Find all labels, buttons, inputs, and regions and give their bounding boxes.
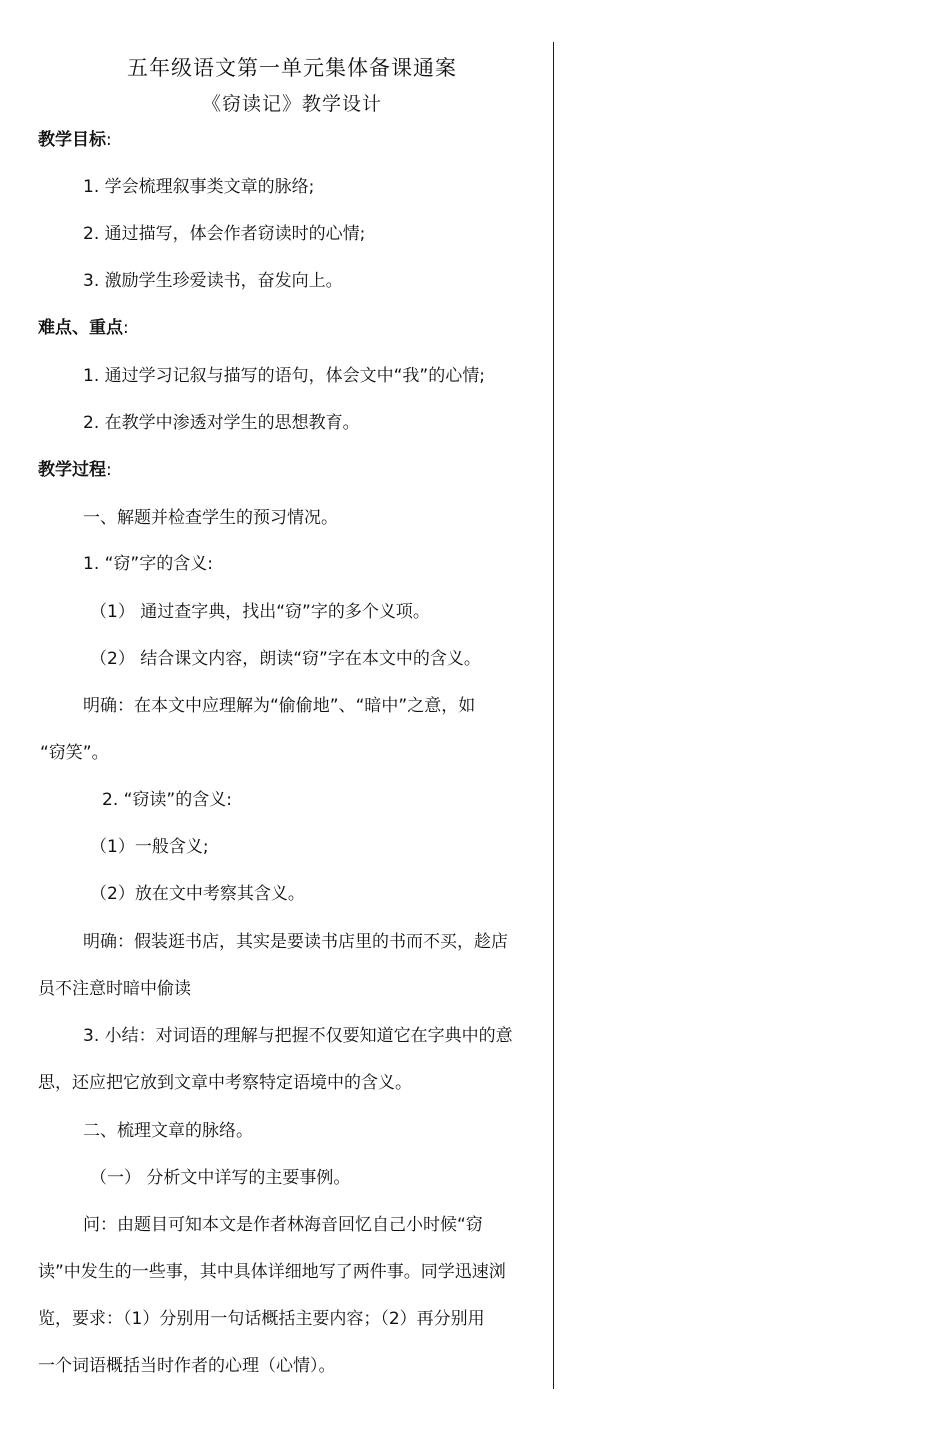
column-divider bbox=[553, 42, 554, 1389]
paragraph-line: 明确：在本文中应理解为“偷偷地”、“暗中”之意，如 bbox=[83, 696, 476, 716]
paragraph-line: 问：由题目可知本文是作者林海音回忆自己小时候“窃 bbox=[83, 1215, 483, 1235]
paragraph-line: 2. “窃读”的含义: bbox=[102, 790, 232, 810]
paragraph-line: （一） 分析文中详写的主要事例。 bbox=[90, 1168, 351, 1188]
document-subtitle: 《窃读记》教学设计 bbox=[201, 93, 382, 115]
section-heading-process: 教学过程: bbox=[38, 460, 112, 480]
paragraph-line: 2. 通过描写，体会作者窃读时的心情; bbox=[83, 224, 366, 244]
paragraph-line: 2. 在教学中渗透对学生的思想教育。 bbox=[83, 413, 360, 433]
section-heading-keypoints: 难点、重点: bbox=[38, 318, 129, 338]
paragraph-line: 3. 小结：对词语的理解与把握不仅要知道它在字典中的意 bbox=[83, 1026, 513, 1046]
paragraph-line: （1） 通过查字典，找出“窃”字的多个义项。 bbox=[90, 602, 430, 622]
paragraph-line: 读”中发生的一些事，其中具体详细地写了两件事。同学迅速浏 bbox=[38, 1262, 506, 1282]
paragraph-line: 二、梳理文章的脉络。 bbox=[83, 1121, 253, 1141]
paragraph-line: 一个词语概括当时作者的心理（心情）。 bbox=[38, 1356, 336, 1376]
paragraph-line: 员不注意时暗中偷读 bbox=[38, 979, 191, 999]
paragraph-line: 览，要求：（1）分别用一句话概括主要内容；（2）再分别用 bbox=[38, 1309, 485, 1329]
paragraph-line: （2） 结合课文内容，朗读“窃”字在本文中的含义。 bbox=[90, 649, 481, 669]
paragraph-line: （2）放在文中考察其含义。 bbox=[90, 884, 305, 904]
paragraph-line: 明确：假装逛书店，其实是要读书店里的书而不买，趁店 bbox=[83, 932, 508, 952]
section-heading-objectives: 教学目标: bbox=[38, 130, 112, 150]
document-title: 五年级语文第一单元集体备课通案 bbox=[127, 56, 457, 80]
paragraph-line: 1. 通过学习记叙与描写的语句，体会文中“我”的心情; bbox=[83, 366, 485, 386]
paragraph-line: “窃笑”。 bbox=[40, 743, 109, 763]
paragraph-line: 思，还应把它放到文章中考察特定语境中的含义。 bbox=[38, 1073, 412, 1093]
paragraph-line: 1. 学会梳理叙事类文章的脉络; bbox=[83, 177, 315, 197]
paragraph-line: 3. 激励学生珍爱读书，奋发向上。 bbox=[83, 271, 343, 291]
paragraph-line: 1. “窃”字的含义: bbox=[83, 554, 213, 574]
paragraph-line: （1）一般含义; bbox=[90, 837, 209, 857]
paragraph-line: 一、解题并检查学生的预习情况。 bbox=[83, 508, 338, 528]
